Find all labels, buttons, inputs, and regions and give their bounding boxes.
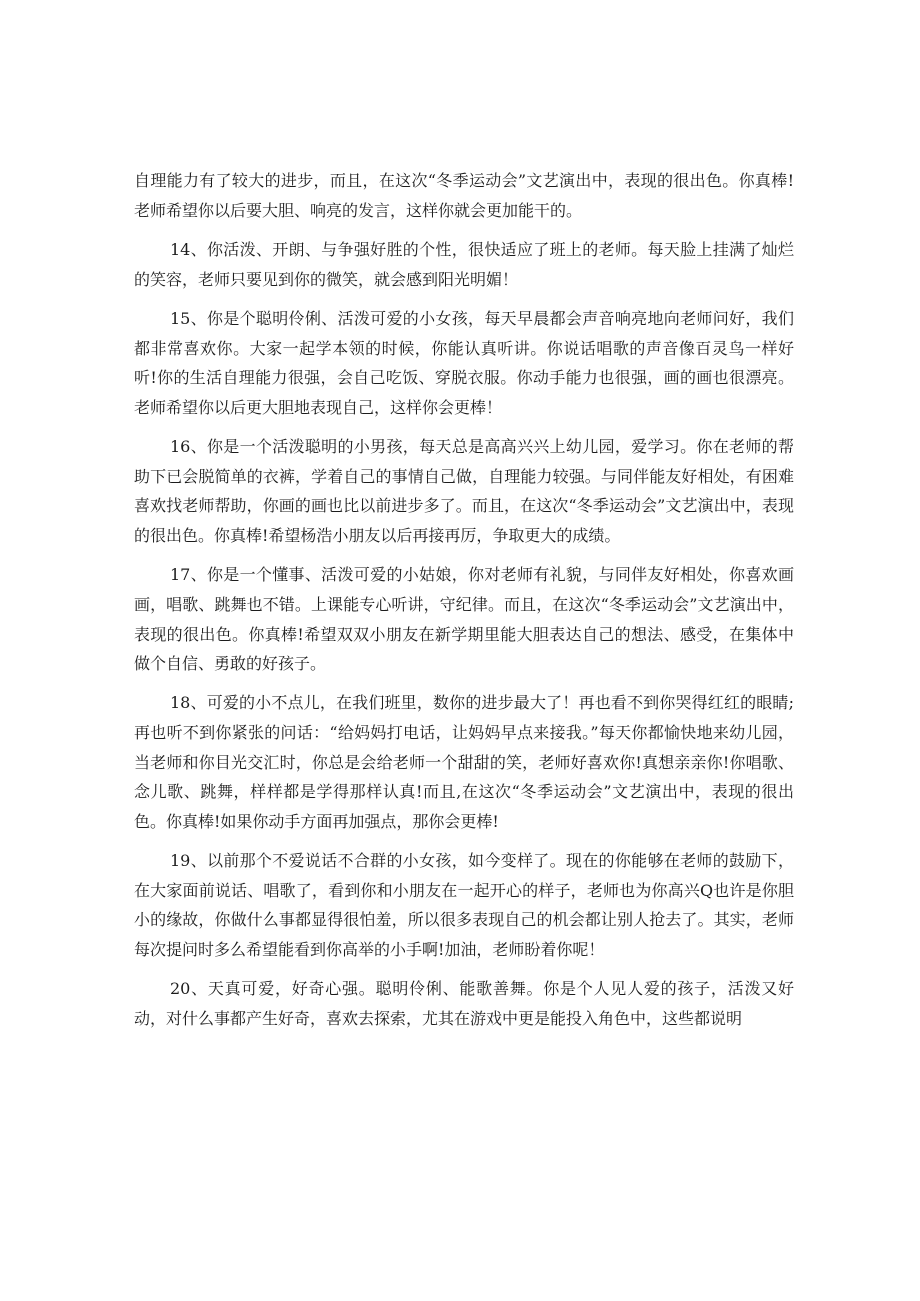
paragraph-16: 16、你是一个活泼聪明的小男孩，每天总是高高兴兴上幼儿园，爱学习。你在老师的帮助下已会脱简单的衣裤，学着自己的事情自己做，自理能力较强。与同伴能友好相处，有困难喜欢找老师帮助，你画的画也比以前进步多了。而且，在这次“冬季运动会”文艺演出中，表现的很出色。你真棒!希望杨浩小朋友以后再接再厉，争取更大的成绩。 [134,437,794,545]
paragraph-15: 15、你是个聪明伶俐、活泼可爱的小女孩，每天早晨都会声音响亮地向老师问好，我们都非常喜欢你。大家一起学本领的时候，你能认真听讲。你说话唱歌的声音像百灵鸟一样好听!你的生活自理能力很强，会自己吃饭、穿脱衣服。你动手能力也很强，画的画也很漂亮。老师希望你以后更大胆地表现自己，这样你会更棒！ [134,308,794,417]
paragraph-14: 14、你活泼、开朗、与争强好胜的个性，很快适应了班上的老师。每天脸上挂满了灿烂的笑容，老师只要见到你的微笑，就会感到阳光明媚！ [134,239,794,289]
paragraph-20: 20、天真可爱，好奇心强。聪明伶俐、能歌善舞。你是个人见人爱的孩子，活泼又好动，对什么事都产生好奇，喜欢去探索，尤其在游戏中更是能投入角色中，这些都说明 [134,979,794,1029]
paragraph-19: 19、以前那个不爱说话不合群的小女孩，如今变样了。现在的你能够在老师的鼓励下，在大家面前说话、唱歌了，看到你和小朋友在一起开心的样子，老师也为你高兴Q也许是你胆小的缘故，你做什么事都显得很怕羞，所以很多表现自己的机会都让别人抢去了。其实，老师每次提问时多么希望能看到你高举的小手啊!加油，老师盼着你呢！ [134,851,794,960]
paragraph-17: 17、你是一个懂事、活泼可爱的小姑娘，你对老师有礼貌，与同伴友好相处，你喜欢画画，唱歌、跳舞也不错。上课能专心听讲，守纪律。而且，在这次“冬季运动会”文艺演出中，表现的很出色。你真棒!希望双双小朋友在新学期里能大胆表达自己的想法、感受，在集体中做个自信、勇敢的好孩子。 [134,565,794,674]
document-page [134,166,794,1043]
paragraph-continuation: 自理能力有了较大的进步，而且，在这次“冬季运动会”文艺演出中，表现的很出色。你真棒!老师希望你以后要大胆、响亮的发言，这样你就会更加能干的。 [134,171,794,220]
paragraph-18: 18、可爱的小不点儿，在我们班里，数你的进步最大了！再也看不到你哭得红红的眼睛;再也听不到你紧张的问话：“给妈妈打电话，让妈妈早点来接我。”每天你都愉快地来幼儿园，当老师和你目光交汇时，你总是会给老师一个甜甜的笑，老师好喜欢你!真想亲亲你!你唱歌、念儿歌、跳舞，样样都是学得那样认真!而且,在这次“冬季运动会”文艺演出中，表现的很出色。你真棒!如果你动手方面再加强点，那你会更棒! [134,693,794,831]
